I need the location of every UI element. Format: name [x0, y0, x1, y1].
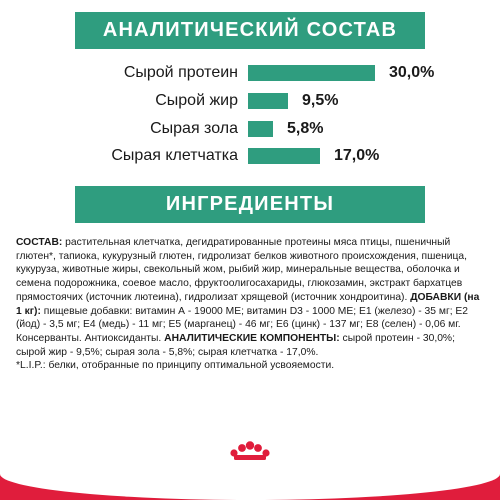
additives-heading: ДОБАВКИ (на 1 кг): [16, 291, 480, 317]
analysis-title: АНАЛИТИЧЕСКИЙ СОСТАВ [102, 19, 398, 41]
analysis-row-label: Сырая зола [150, 120, 238, 137]
analysis-row [0, 62, 500, 84]
analysis-title-banner [75, 12, 425, 49]
analysis-row-label: Сырой протеин [123, 64, 238, 81]
ingredients-text-block [16, 236, 486, 373]
analysis-row-value: 17,0% [334, 147, 380, 164]
analysis-row-label: Сырая клетчатка [111, 147, 238, 164]
analysis-row-bar [248, 93, 288, 109]
analysis-row [0, 145, 500, 167]
analysis-row-bar [248, 65, 375, 81]
analysis-row-bar [248, 148, 320, 164]
analysis-row-value: 9,5% [302, 92, 339, 109]
composition-text: растительная клетчатка, дегидратированные протеины мяса птицы, пшеничный глютен*, тапиока, кукурузный глютен, гидролизат белков животного происхождения, пшеница, кукуруза, животные жиры, свекольный жом, рыбий жир, минеральные вещества, оболочка и семена подорожника, соевое масло, фруктоолигосахариды, глюкозамин, экстракт бархатцев прямостоячих (источник лютеина), гидролизат хрящевой (источник хондроитина). [16, 237, 468, 303]
analytical-components-text: сырой протеин - 30,0%; сырой жир - 9,5%; сырая зола - 5,8%; сырая клетчатка - 17,0%. [16, 332, 455, 358]
composition-heading: СОСТАВ: [16, 237, 63, 248]
analysis-row [0, 118, 500, 140]
analysis-row-label: Сырой жир [155, 92, 238, 109]
ingredients-title: ИНГРЕДИЕНТЫ [165, 193, 335, 215]
analytical-components-heading: АНАЛИТИЧЕСКИЕ КОМПОНЕНТЫ: [164, 332, 340, 344]
additives-text: пищевые добавки: витамин А - 19000 МЕ; витамин D3 - 1000 МЕ; Е1 (железо) - 35 мг; Е2 (йод) - 3,5 мг; Е4 (медь) - 11 мг; Е5 (марганец) - 46 мг; Е6 (цинк) - 137 мг; Е8 (селен) - 0,06 мг. Консерванты. Антиоксиданты. [16, 305, 469, 344]
analysis-row-value: 5,8% [287, 120, 324, 137]
ingredients-title-banner [75, 186, 425, 223]
footer-red-stripe [0, 474, 500, 500]
analysis-row-bar [248, 121, 273, 137]
analysis-row [0, 90, 500, 112]
ingredients-paragraph [16, 236, 486, 359]
royal-canin-crown-logo [228, 440, 272, 462]
ingredients-footnote: *L.I.P.: белки, отобранные по принципу оптимальной усвояемости. [16, 360, 335, 372]
analysis-row-value: 30,0% [389, 64, 435, 81]
